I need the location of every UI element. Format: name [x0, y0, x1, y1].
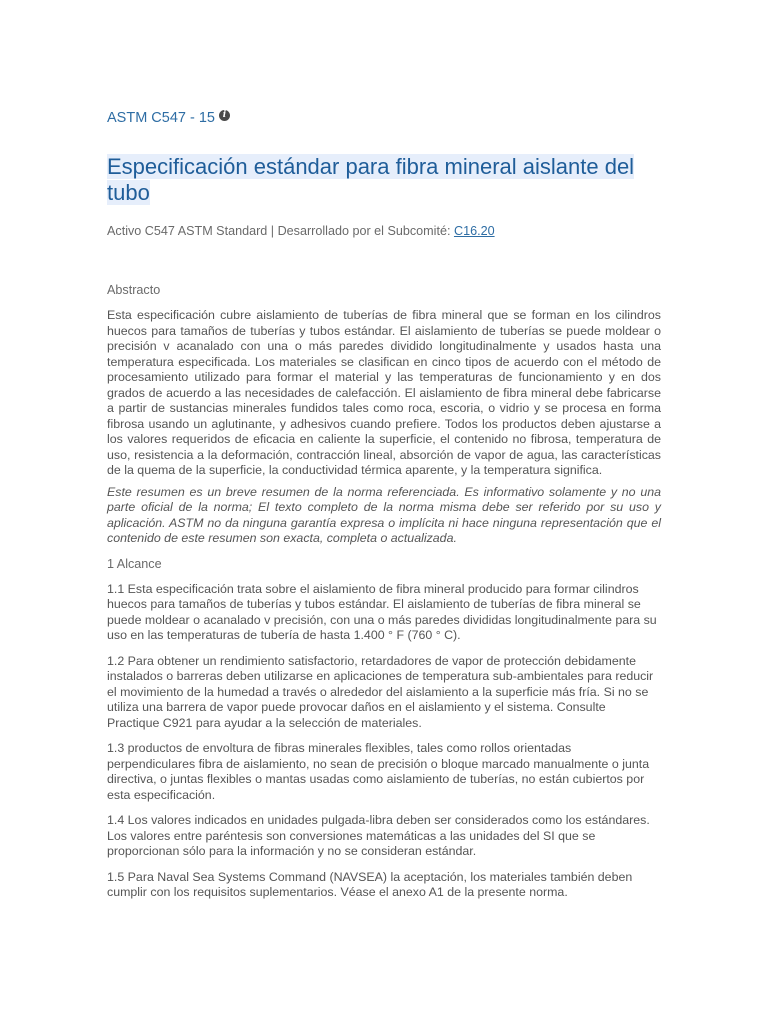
abstract-heading: Abstracto [107, 283, 161, 297]
page-title-text: Especificación estándar para fibra mineral aislante del tubo [107, 154, 635, 205]
info-icon[interactable]: i [219, 110, 230, 121]
scope-paragraph-1-2: 1.2 Para obtener un rendimiento satisfactorio, retardadores de vapor de protección debidamente instalados o barreras deben utilizarse en aplicaciones de temperatura sub-ambientales para reducir el movimiento de la humedad a través o alrededor del aislamiento a la superficie más fría. Si no se utiliza una barrera de vapor puede provocar daños en el aislamiento y el sistema. Consulte Practique C921 para ayudar a la selección de materiales. [107, 653, 654, 730]
scope-paragraph-1-4: 1.4 Los valores indicados en unidades pulgada-libra deben ser considerados como los estándares. Los valores entre paréntesis son conversiones matemáticas a las unidades del SI que se proporcionan sólo para la información y no se consideran estándar. [107, 813, 650, 858]
meta-text: Activo C547 ASTM Standard | Desarrollado por el Subcomité: [107, 224, 454, 238]
standard-page [107, 108, 661, 901]
designation-text: ASTM C547 - 15 [107, 110, 215, 126]
scope-paragraph-1-3: 1.3 productos de envoltura de fibras minerales flexibles, tales como rollos orientadas perpendiculares fibra de aislamiento, no sean de precisión o bloque marcado manualmente o junta directiva, o juntas flexibles o mantas usadas como aislamiento de tuberías, no están cubiertos por esta especificación. [107, 741, 650, 802]
standard-designation [107, 108, 661, 128]
standard-meta [107, 223, 661, 240]
scope-paragraph-1-5: 1.5 Para Naval Sea Systems Command (NAVSEA) la aceptación, los materiales también deben cumplir con los requisitos suplementarios. Véase el anexo A1 de la presente norma. [107, 869, 633, 899]
abstract-body: Esta especificación cubre aislamiento de tuberías de fibra mineral que se forman en los cilindros huecos para tamaños de tuberías y tubos estándar. El aislamiento de tuberías se puede moldear o precisión v acanalado con una o más paredes dividido longitudinalmente y usados hasta una temperatura especificada. Los materiales se clasifican en cinco tipos de acuerdo con el método de procesamiento utilizado para formar el material y las temperaturas de funcionamiento y en dos grados de acuerdo a las necesidades de calefacción. El aislamiento de fibra mineral debe fabricarse a partir de sustancias minerales fundidos tales como roca, escoria, o vidrio y se procesa en forma fibrosa usando un aglutinante, y adhesivos cuando prefiere. Todos los productos deben ajustarse a los valores requeridos de eficacia en caliente la superficie, el contenido no fibrosa, temperatura de uso, resistencia a la deformación, contracción lineal, absorción de vapor de agua, las características de la quema de la superficie, la conductividad térmica aparente, y la temperatura significa. [107, 308, 661, 477]
subcommittee-link[interactable]: C16.20 [453, 224, 495, 238]
scope-heading: 1 Alcance [107, 556, 162, 571]
abstract-disclaimer: Este resumen es un breve resumen de la norma referenciada. Es informativo solamente y no una parte oficial de la norma; El texto completo de la norma misma debe ser referido por su uso y aplicación. ASTM no da ninguna garantía expresa o implícita ni hace ninguna representación que el contenido de este resumen son exacta, completa o actualizada. [107, 484, 661, 545]
scope-paragraph-1-1: 1.1 Esta especificación trata sobre el aislamiento de fibra mineral producido para formar cilindros huecos para tamaños de tuberías y tubos estándar. El aislamiento de tuberías de fibra mineral se puede moldear o acanalado v precisión, con una o más paredes divididas longitudinalmente para su uso en las temperaturas de tubería de hasta 1.400 ° F (760 ° C). [107, 581, 657, 642]
page-title [107, 154, 647, 206]
